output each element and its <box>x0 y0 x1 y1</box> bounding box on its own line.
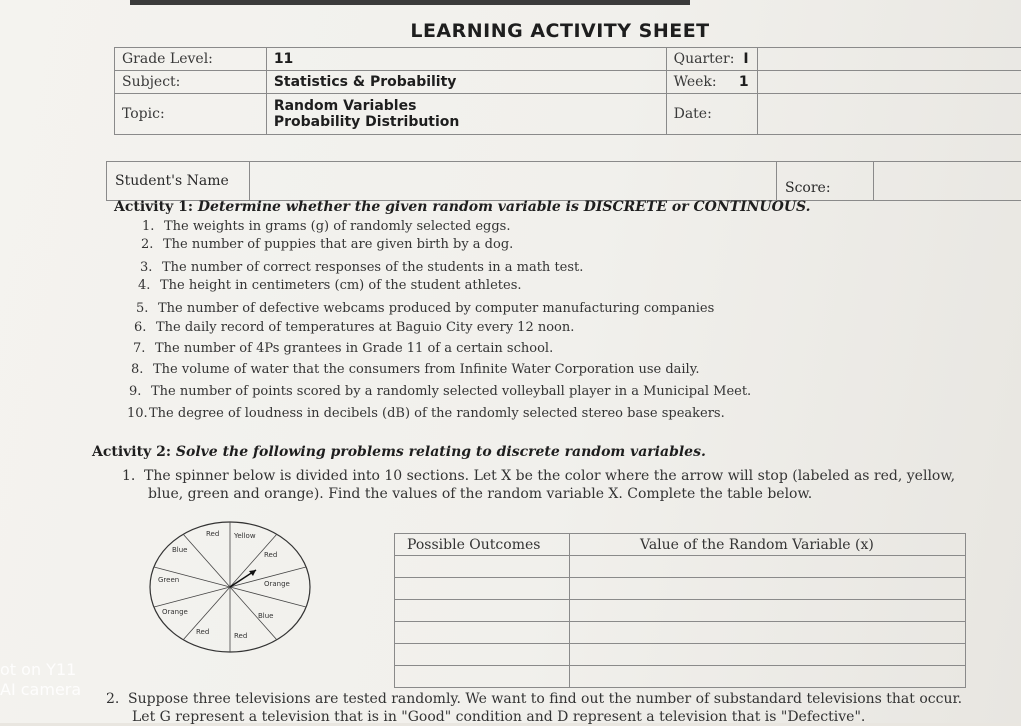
quarter-blank-cell <box>757 48 1021 71</box>
value-cell[interactable] <box>570 578 966 600</box>
value-cell[interactable] <box>570 600 966 622</box>
score-field[interactable] <box>874 162 1021 201</box>
sheet-title: LEARNING ACTIVITY SHEET <box>330 20 790 42</box>
quarter-value: I <box>743 51 748 67</box>
date-label: Date: <box>666 94 757 135</box>
spinner-label: Orange <box>162 608 188 616</box>
problem2-line1: Suppose three televisions are tested randomly. We want to find out the number of substandard televisions that occur. <box>128 691 962 707</box>
spinner-label: Yellow <box>233 532 256 540</box>
outcome-cell[interactable] <box>395 600 570 622</box>
activity2-prefix: Activity 2: <box>92 444 171 460</box>
activity1-item: 10.The degree of loudness in decibels (dB) of the randomly selected stereo base speakers. <box>127 406 725 421</box>
outcomes-table <box>394 533 966 688</box>
spinner-label: Red <box>264 551 277 559</box>
camera-watermark-line2: AI camera <box>0 680 81 699</box>
problem1-line2: blue, green and orange). Find the values of the random variable X. Complete the table below. <box>148 486 812 502</box>
problem2-number: 2. <box>106 690 128 708</box>
activity1-prefix: Activity 1: <box>114 199 193 215</box>
activity1-item: 8. The volume of water that the consumers from Infinite Water Corporation use daily. <box>131 362 699 377</box>
student-info-table <box>106 161 1021 201</box>
quarter-label-text: Quarter: <box>674 51 735 67</box>
week-label <box>666 71 757 94</box>
table-row <box>395 666 966 688</box>
spinner-label: Red <box>196 628 209 636</box>
table-row <box>395 622 966 644</box>
grade-level-label: Grade Level: <box>115 48 267 71</box>
score-label: Score: <box>777 162 874 201</box>
outcome-cell[interactable] <box>395 556 570 578</box>
student-name-label: Student's Name <box>107 162 250 201</box>
activity1-item: 4. The height in centimeters (cm) of the student athletes. <box>138 278 522 293</box>
spinner-label: Red <box>206 530 219 538</box>
value-header: Value of the Random Variable (x) <box>570 534 966 556</box>
activity1-item: 1. The weights in grams (g) of randomly selected eggs. <box>142 219 510 234</box>
outcome-cell[interactable] <box>395 578 570 600</box>
activity1-item-text: The number of points scored by a randomly selected volleyball player in a Municipal Meet. <box>151 384 751 399</box>
activity2-title <box>92 444 706 460</box>
value-cell[interactable] <box>570 622 966 644</box>
activity1-item-text: The number of puppies that are given birth by a dog. <box>163 237 513 252</box>
topic-label: Topic: <box>115 94 267 135</box>
week-label-text: Week: <box>674 74 717 90</box>
table-row <box>395 578 966 600</box>
value-cell[interactable] <box>570 666 966 688</box>
table-row <box>395 600 966 622</box>
activity1-item-text: The number of 4Ps grantees in Grade 11 of a certain school. <box>155 341 553 356</box>
outcome-cell[interactable] <box>395 666 570 688</box>
spinner-label: Green <box>158 576 179 584</box>
table-row <box>395 556 966 578</box>
spinner-label: Blue <box>172 546 188 554</box>
value-cell[interactable] <box>570 556 966 578</box>
activity1-item-text: The number of defective webcams produced by computer manufacturing companies <box>158 301 714 316</box>
activity1-instruction: Determine whether the given random variable is DISCRETE or CONTINUOUS. <box>198 199 811 215</box>
spinner-label: Orange <box>264 580 290 588</box>
camera-watermark-line1: ot on Y11 <box>0 660 76 679</box>
problem1-text <box>122 467 955 503</box>
activity2-instruction: Solve the following problems relating to discrete random variables. <box>176 444 706 460</box>
header-info-table <box>114 47 1021 135</box>
activity1-item: 3. The number of correct responses of the students in a math test. <box>140 260 583 275</box>
subject-value: Statistics & Probability <box>266 71 666 94</box>
topic-line-1: Random Variables <box>274 98 659 114</box>
activity1-item: 9. The number of points scored by a randomly selected volleyball player in a Municipal Meet. <box>129 384 751 399</box>
student-name-field[interactable] <box>250 162 777 201</box>
activity1-item-text: The daily record of temperatures at Baguio City every 12 noon. <box>156 320 574 335</box>
activity1-item-text: The weights in grams (g) of randomly selected eggs. <box>164 219 510 234</box>
spinner-label: Blue <box>258 612 274 620</box>
topic-value <box>266 94 666 135</box>
activity1-item: 7. The number of 4Ps grantees in Grade 11 of a certain school. <box>133 341 553 356</box>
topic-line-2: Probability Distribution <box>274 114 659 130</box>
spinner-label: Red <box>234 632 247 640</box>
date-blank-cell <box>757 94 1021 135</box>
problem1-line1: The spinner below is divided into 10 sections. Let X be the color where the arrow will stop (labeled as red, yellow, <box>144 468 955 484</box>
activity1-item-text: The height in centimeters (cm) of the student athletes. <box>160 278 522 293</box>
outcomes-header: Possible Outcomes <box>395 534 570 556</box>
value-cell[interactable] <box>570 644 966 666</box>
problem2-line2: Let G represent a television that is in "Good" condition and D represent a television that is "Defective". <box>132 709 865 725</box>
activity1-item: 6. The daily record of temperatures at Baguio City every 12 noon. <box>134 320 574 335</box>
grade-level-value: 11 <box>266 48 666 71</box>
week-value: 1 <box>739 74 749 90</box>
top-border-bar <box>130 0 690 5</box>
subject-label: Subject: <box>115 71 267 94</box>
problem1-number: 1. <box>122 467 144 485</box>
activity1-item: 2. The number of puppies that are given birth by a dog. <box>141 237 513 252</box>
activity1-item-text: The number of correct responses of the students in a math test. <box>162 260 583 275</box>
outcome-cell[interactable] <box>395 622 570 644</box>
quarter-label <box>666 48 757 71</box>
activity1-item-text: The volume of water that the consumers from Infinite Water Corporation use daily. <box>153 362 699 377</box>
outcome-cell[interactable] <box>395 644 570 666</box>
activity1-item-text: The degree of loudness in decibels (dB) of the randomly selected stereo base speakers. <box>149 406 725 421</box>
activity1-item: 5. The number of defective webcams produced by computer manufacturing companies <box>136 301 714 316</box>
activity1-title <box>114 199 811 215</box>
spinner-diagram <box>146 518 314 656</box>
table-row <box>395 644 966 666</box>
problem2-text <box>106 690 962 726</box>
week-blank-cell <box>757 71 1021 94</box>
